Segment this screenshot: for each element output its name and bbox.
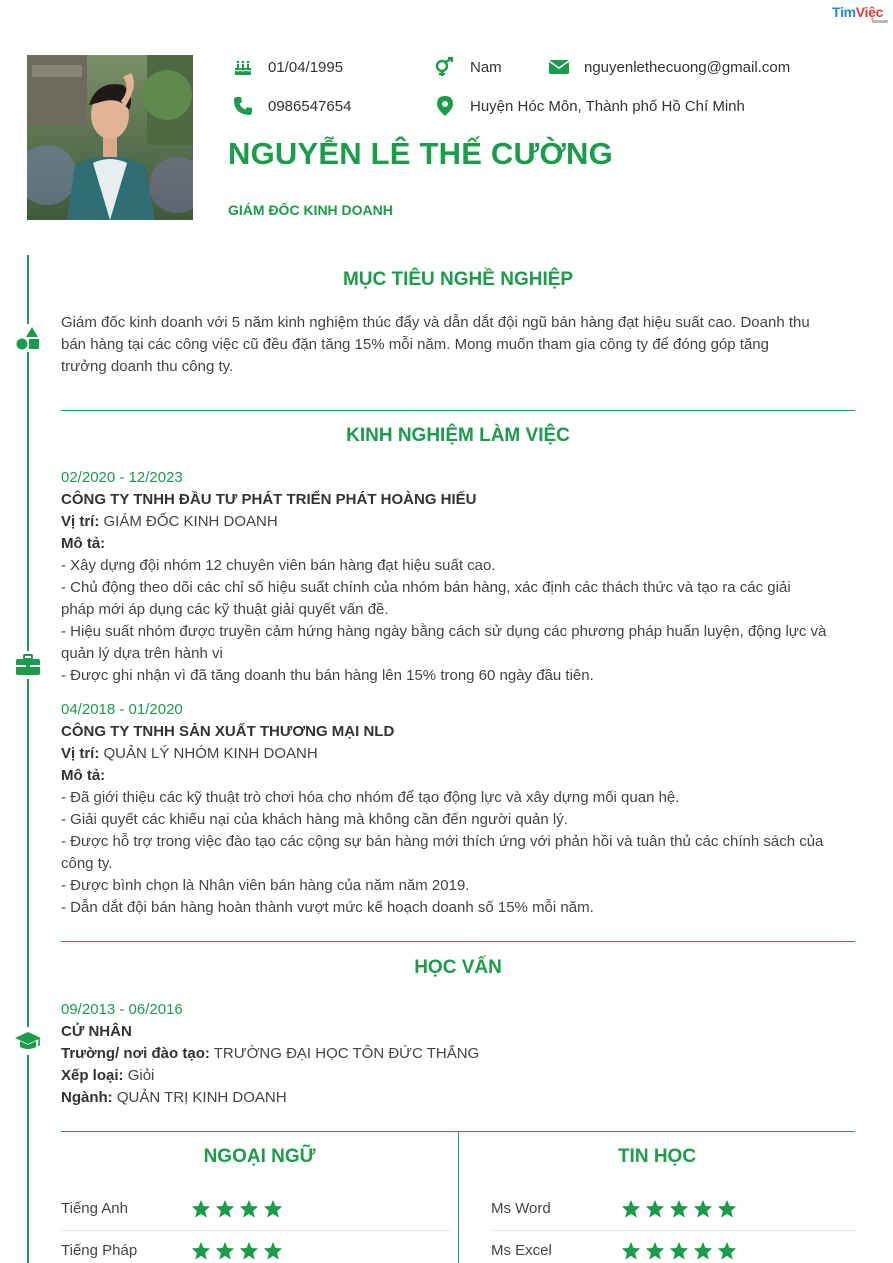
objective-title: MỤC TIÊU NGHỀ NGHIỆP <box>342 269 574 290</box>
birthday-cake-icon <box>230 56 256 78</box>
experience-company: CÔNG TY TNHH SẢN XUẤT THƯƠNG MẠI NLD <box>61 723 395 740</box>
rating-stars <box>191 1241 283 1260</box>
phone-icon <box>230 95 256 117</box>
language-name: Tiếng Pháp <box>61 1242 138 1259</box>
language-row-french <box>61 1241 283 1260</box>
address-value: Huyện Hóc Môn, Thành phố Hồ Chí Minh <box>470 97 745 115</box>
location-pin-icon <box>432 95 458 117</box>
experience-desc-line: - Dẫn dắt đội bán hàng hoàn thành vượt mức kế hoạch doanh số 15% mỗi năm. <box>61 899 594 916</box>
experience-company: CÔNG TY TNHH ĐẦU TƯ PHÁT TRIỂN PHÁT HOÀNG HIẾU <box>61 491 477 508</box>
envelope-icon <box>546 56 572 78</box>
education-item <box>61 999 861 1109</box>
graduation-cap-icon <box>14 1027 42 1055</box>
education-grade: Giỏi <box>127 1067 155 1084</box>
experience-item-1 <box>61 467 861 687</box>
experience-title: KINH NGHIỆM LÀM VIỆC <box>346 425 570 446</box>
languages-title: NGOẠI NGỮ <box>203 1146 316 1167</box>
profile-photo <box>27 55 193 220</box>
birthday-value: 01/04/1995 <box>268 58 344 76</box>
candidate-name: NGUYỄN LÊ THẾ CƯỜNG <box>228 136 613 171</box>
experience-desc-line: - Được hỗ trợ trong việc đào tạo các cộng sự bán hàng mới thích ứng với phản hồi và tuân thủ các chính sách của <box>61 833 824 850</box>
star-icon <box>191 1241 211 1260</box>
timviec-logo[interactable] <box>832 4 883 20</box>
objective-line: bán hàng tại các công việc cũ đều đặn tăng 15% mỗi năm. Mong muốn tham gia công ty để đóng góp tăng <box>61 336 769 353</box>
objective-text <box>61 312 861 378</box>
school-label: Trường/ nơi đào tạo: <box>61 1045 210 1062</box>
star-icon <box>717 1241 737 1260</box>
language-name: Tiếng Anh <box>61 1200 128 1217</box>
experience-desc-line: - Giải quyết các khiếu nại của khách hàng mà không cần đến người quản lý. <box>61 811 568 828</box>
briefcase-icon <box>14 651 42 679</box>
experience-date: 04/2018 - 01/2020 <box>61 701 183 718</box>
star-icon <box>645 1241 665 1260</box>
computer-skill-name: Ms Word <box>491 1200 551 1217</box>
position-label: Vị trí: <box>61 513 100 530</box>
experience-desc-line: - Đã giới thiệu các kỹ thuật trò chơi hóa cho nhóm để tạo động lực và xây dựng mối quan hệ. <box>61 789 680 806</box>
gender-value: Nam <box>470 58 502 76</box>
email-info <box>546 56 790 78</box>
star-icon <box>693 1199 713 1218</box>
computer-row-word <box>491 1199 737 1218</box>
experience-desc-line: - Chủ động theo dõi các chỉ số hiệu suất chính của nhóm bán hàng, xác định các thách thức và tạo ra các giải <box>61 579 791 596</box>
experience-item-2 <box>61 699 861 919</box>
experience-desc-line: - Được bình chọn là Nhân viên bán hàng của năm năm 2019. <box>61 877 470 894</box>
section-divider <box>61 410 855 411</box>
rating-stars <box>191 1199 283 1218</box>
star-icon <box>263 1241 283 1260</box>
experience-desc-line: - Xây dựng đội nhóm 12 chuyên viên bán hàng đạt hiệu suất cao. <box>61 557 496 574</box>
experience-desc-line: - Được ghi nhận vì đã tăng doanh thu bán hàng lên 15% trong 60 ngày đầu tiên. <box>61 667 594 684</box>
experience-desc-line: - Hiệu suất nhóm được truyền cảm hứng hàng ngày bằng cách sử dụng các phương pháp huấn luyện, động lực và <box>61 623 827 640</box>
email-value[interactable]: nguyenlethecuong@gmail.com <box>584 58 791 76</box>
star-icon <box>215 1199 235 1218</box>
star-icon <box>669 1241 689 1260</box>
star-icon <box>717 1199 737 1218</box>
shapes-icon <box>14 324 42 352</box>
education-school: TRƯỜNG ĐẠI HỌC TÔN ĐỨC THẮNG <box>213 1045 480 1062</box>
logo-underline <box>872 20 888 23</box>
description-label: Mô tả: <box>61 535 106 552</box>
star-icon <box>669 1199 689 1218</box>
experience-desc-line: quản lý dựa trên hành vi <box>61 645 223 662</box>
birthday-info <box>230 56 343 78</box>
timeline-line <box>27 255 29 1263</box>
education-date: 09/2013 - 06/2016 <box>61 1001 183 1018</box>
address-info <box>432 95 745 117</box>
objective-line: Giám đốc kinh doanh với 5 năm kinh nghiệm thúc đẩy và dẫn dắt đội ngũ bán hàng đạt hiệu suất cao. Doanh thu <box>61 314 810 331</box>
row-separator <box>61 1230 451 1231</box>
objective-line: trưởng doanh thu công ty. <box>61 358 234 375</box>
grade-label: Xếp loại: <box>61 1067 124 1084</box>
computer-title: TIN HỌC <box>617 1146 697 1167</box>
star-icon <box>239 1241 259 1260</box>
logo-text-part1: Tim <box>832 4 856 20</box>
section-divider <box>61 941 855 942</box>
star-icon <box>621 1241 641 1260</box>
row-separator <box>491 1230 855 1231</box>
experience-date: 02/2020 - 12/2023 <box>61 469 183 486</box>
star-icon <box>215 1241 235 1260</box>
rating-stars <box>621 1241 737 1260</box>
phone-value[interactable]: 0986547654 <box>268 97 352 115</box>
education-title: HỌC VẤN <box>414 957 502 978</box>
computer-skill-name: Ms Excel <box>491 1242 552 1259</box>
education-degree: CỬ NHÂN <box>61 1023 132 1040</box>
education-major: QUẢN TRỊ KINH DOANH <box>116 1089 287 1106</box>
star-icon <box>621 1199 641 1218</box>
candidate-job-title: GIÁM ĐỐC KINH DOANH <box>228 202 393 218</box>
experience-position: QUẢN LÝ NHÓM KINH DOANH <box>103 745 318 762</box>
major-label: Ngành: <box>61 1089 113 1106</box>
phone-info <box>230 95 351 117</box>
experience-desc-line: pháp mới áp dụng các kỹ thuật giải quyết vấn đề. <box>61 601 389 618</box>
position-label: Vị trí: <box>61 745 100 762</box>
star-icon <box>693 1241 713 1260</box>
experience-desc-line: công ty. <box>61 855 113 872</box>
language-row-english <box>61 1199 283 1218</box>
description-label: Mô tả: <box>61 767 106 784</box>
logo-text-part2: Việc <box>855 4 884 20</box>
star-icon <box>191 1199 211 1218</box>
computer-row-excel <box>491 1241 737 1260</box>
star-icon <box>645 1199 665 1218</box>
experience-position: GIÁM ĐỐC KINH DOANH <box>103 513 278 530</box>
rating-stars <box>621 1199 737 1218</box>
gender-info <box>432 56 502 78</box>
star-icon <box>239 1199 259 1218</box>
gender-icon <box>432 56 458 78</box>
star-icon <box>263 1199 283 1218</box>
